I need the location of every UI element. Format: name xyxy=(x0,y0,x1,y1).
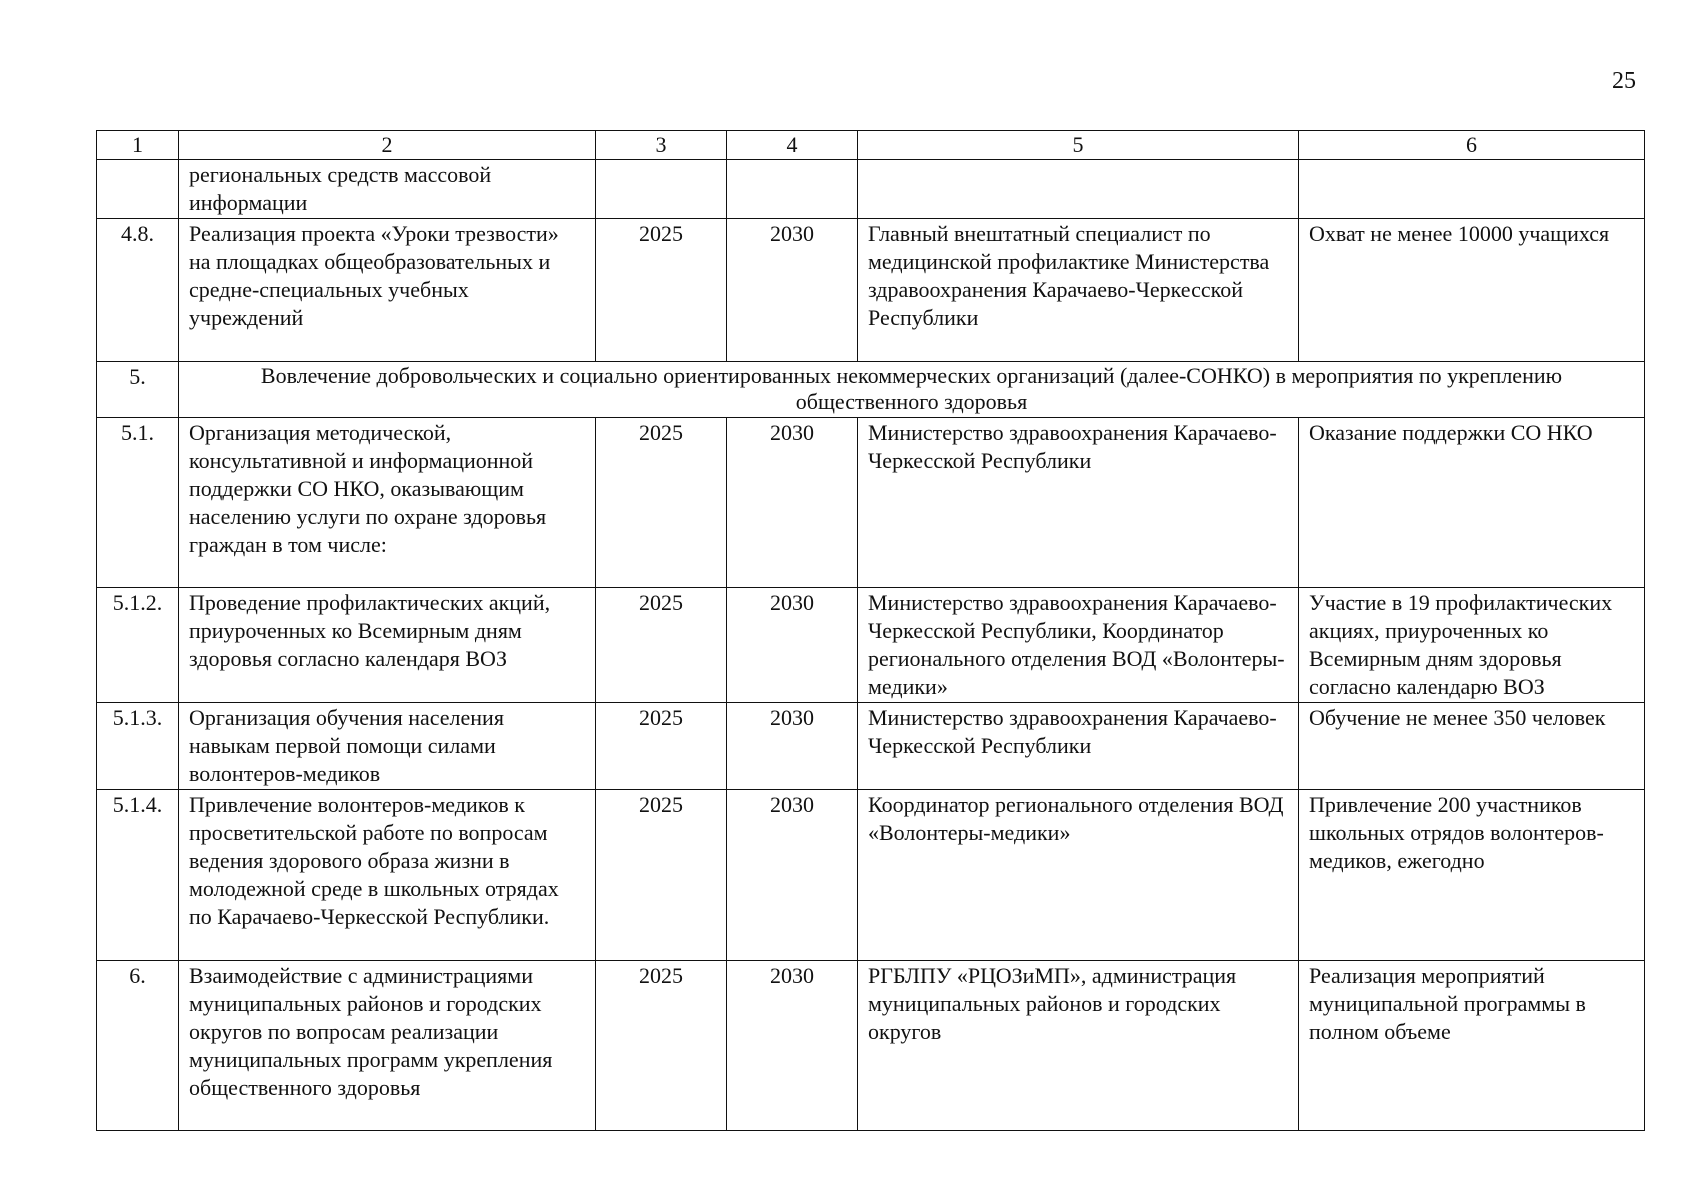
row-number xyxy=(97,160,179,219)
start-year-cell: 2025 xyxy=(596,961,727,1131)
column-number-3: 3 xyxy=(596,131,727,160)
table-row-4-8 xyxy=(97,219,1645,362)
table-row-5-1-4 xyxy=(97,790,1645,961)
responsible-cell: Министерство здравоохранения Карачаево-Черкесской Республики, Координатор регионального отделения ВОД «Волонтеры-медики» xyxy=(858,588,1299,703)
responsible-cell: Координатор регионального отделения ВОД «Волонтеры-медики» xyxy=(858,790,1299,961)
result-cell: Реализация мероприятий муниципальной программы в полном объеме xyxy=(1299,961,1645,1131)
event-cell: Проведение профилактических акций, приуроченных ко Всемирным дням здоровья согласно календаря ВОЗ xyxy=(179,588,596,703)
column-number-1: 1 xyxy=(97,131,179,160)
table-row-5-1-2 xyxy=(97,588,1645,703)
result-cell xyxy=(1299,160,1645,219)
column-number-2: 2 xyxy=(179,131,596,160)
table-row-continuation xyxy=(97,160,1645,219)
responsible-cell xyxy=(858,160,1299,219)
column-number-6: 6 xyxy=(1299,131,1645,160)
start-year-cell: 2025 xyxy=(596,703,727,790)
row-number: 4.8. xyxy=(97,219,179,362)
end-year-cell: 2030 xyxy=(727,961,858,1131)
end-year-cell: 2030 xyxy=(727,790,858,961)
event-cell: Взаимодействие с администрациями муниципальных районов и городских округов по вопросам реализации муниципальных программ укрепления общественного здоровья xyxy=(179,961,596,1131)
column-number-row xyxy=(97,131,1645,160)
event-cell: Организация обучения населения навыкам первой помощи силами волонтеров-медиков xyxy=(179,703,596,790)
event-cell: Организация методической, консультативной и информационной поддержки СО НКО, оказывающим населению услуги по охране здоровья граждан в том числе: xyxy=(179,418,596,588)
section-title: Вовлечение добровольческих и социально ориентированных некоммерческих организаций (далее-СОНКО) в мероприятия по укреплению общественного здоровья xyxy=(179,362,1645,418)
row-number: 6. xyxy=(97,961,179,1131)
result-cell: Участие в 19 профилактических акциях, приуроченных ко Всемирным дням здоровья согласно календарю ВОЗ xyxy=(1299,588,1645,703)
start-year-cell: 2025 xyxy=(596,418,727,588)
responsible-cell: Главный внештатный специалист по медицинской профилактике Министерства здравоохранения Карачаево-Черкесской Республики xyxy=(858,219,1299,362)
result-cell: Охват не менее 10000 учащихся xyxy=(1299,219,1645,362)
responsible-cell: Министерство здравоохранения Карачаево-Черкесской Республики xyxy=(858,703,1299,790)
start-year-cell: 2025 xyxy=(596,219,727,362)
row-number: 5.1.3. xyxy=(97,703,179,790)
end-year-cell xyxy=(727,160,858,219)
start-year-cell: 2025 xyxy=(596,588,727,703)
column-number-5: 5 xyxy=(858,131,1299,160)
event-cell: Привлечение волонтеров-медиков к просветительской работе по вопросам ведения здорового образа жизни в молодежной среде в школьных отрядах по Карачаево-Черкесской Республики. xyxy=(179,790,596,961)
end-year-cell: 2030 xyxy=(727,588,858,703)
section-number: 5. xyxy=(97,362,179,418)
table-row-5-1-3 xyxy=(97,703,1645,790)
row-number: 5.1.4. xyxy=(97,790,179,961)
end-year-cell: 2030 xyxy=(727,418,858,588)
row-number: 5.1.2. xyxy=(97,588,179,703)
start-year-cell xyxy=(596,160,727,219)
table-row-6 xyxy=(97,961,1645,1131)
table-row-5-1 xyxy=(97,418,1645,588)
responsible-cell: Министерство здравоохранения Карачаево-Черкесской Республики xyxy=(858,418,1299,588)
section-row-5 xyxy=(97,362,1645,418)
result-cell: Оказание поддержки СО НКО xyxy=(1299,418,1645,588)
event-cell: региональных средств массовой информации xyxy=(179,160,596,219)
end-year-cell: 2030 xyxy=(727,219,858,362)
page-number: 25 xyxy=(1612,68,1636,94)
result-cell: Привлечение 200 участников школьных отрядов волонтеров-медиков, ежегодно xyxy=(1299,790,1645,961)
start-year-cell: 2025 xyxy=(596,790,727,961)
measures-table xyxy=(96,130,1645,1131)
row-number: 5.1. xyxy=(97,418,179,588)
responsible-cell: РГБЛПУ «РЦОЗиМП», администрация муниципальных районов и городских округов xyxy=(858,961,1299,1131)
result-cell: Обучение не менее 350 человек xyxy=(1299,703,1645,790)
end-year-cell: 2030 xyxy=(727,703,858,790)
column-number-4: 4 xyxy=(727,131,858,160)
event-cell: Реализация проекта «Уроки трезвости» на площадках общеобразовательных и средне-специальных учебных учреждений xyxy=(179,219,596,362)
